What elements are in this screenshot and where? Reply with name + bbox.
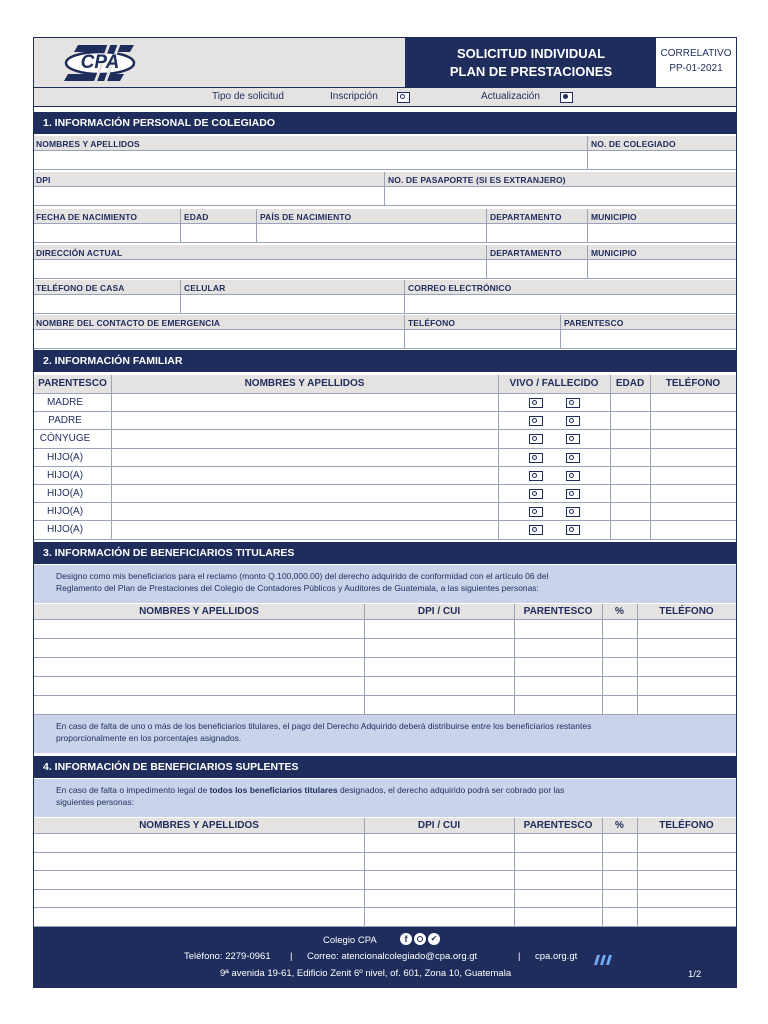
section3-footnote — [34, 715, 736, 753]
footer-org: Colegio CPA — [323, 935, 377, 946]
correlativo-value: PP-01-2021 — [669, 63, 723, 74]
label-bar-telefonos — [34, 280, 736, 295]
facebook-icon[interactable]: f — [400, 933, 412, 945]
titular-row[interactable] — [34, 696, 736, 715]
titular-col-pct: % — [615, 606, 624, 617]
footer-sep-2: | — [518, 951, 521, 962]
section3-note — [34, 565, 736, 603]
section4-note-post: designados, el derecho adquirido podrá ser cobrado por las — [337, 785, 565, 795]
fallecido-radio[interactable] — [566, 398, 580, 408]
family-row-label: HIJO(A) — [46, 488, 84, 499]
vivo-radio[interactable] — [529, 471, 543, 481]
option-inscripcion-radio[interactable] — [397, 92, 410, 103]
twitter-icon[interactable]: ✔ — [428, 933, 440, 945]
fallecido-radio[interactable] — [566, 507, 580, 517]
label-telefono-contacto: TELÉFONO — [408, 318, 456, 328]
titular-col-nombres: NOMBRES Y APELLIDOS — [139, 606, 259, 617]
request-type-label: Tipo de solicitud — [212, 91, 284, 102]
footer-sep-1: | — [290, 951, 293, 962]
section3-footnote-line2: proporcionalmente en los porcentajes asignados. — [56, 733, 242, 743]
family-row — [34, 503, 736, 521]
section3-note-line2: Reglamento del Plan de Prestaciones del Colegio de Contadores Públicos y Auditores de Guatemala, a las siguientes personas: — [56, 583, 539, 593]
fallecido-radio[interactable] — [566, 434, 580, 444]
titular-row[interactable] — [34, 677, 736, 696]
label-bar-dpi — [34, 172, 736, 187]
footer — [34, 927, 736, 987]
title-block — [406, 38, 656, 88]
field-telefonos-row[interactable] — [34, 295, 736, 314]
vivo-radio[interactable] — [529, 416, 543, 426]
family-name-field[interactable] — [112, 503, 497, 520]
label-correo: CORREO ELECTRÓNICO — [408, 283, 512, 293]
field-contacto-row[interactable] — [34, 330, 736, 349]
family-name-field[interactable] — [112, 467, 497, 484]
footer-direccion: 9ª avenida 19-61, Edificio Zenit 6º nivel, of. 601, Zona 10, Guatemala — [220, 968, 512, 979]
titular-col-dpi: DPI / CUI — [417, 606, 461, 617]
section3-note-line1: Designo como mis beneficiarios para el reclamo (monto Q.100,000.00) del derecho adquirido de conformidad con el artículo 06 del — [56, 571, 549, 581]
titular-col-parentesco: PARENTESCO — [523, 606, 593, 617]
family-row — [34, 449, 736, 467]
label-no-colegiado: NO. DE COLEGIADO — [591, 139, 676, 149]
cpa-logo — [64, 43, 136, 83]
title-line-1: SOLICITUD INDIVIDUAL — [456, 46, 606, 61]
titular-table — [34, 604, 736, 716]
titular-row[interactable] — [34, 658, 736, 677]
label-contacto-emergencia: NOMBRE DEL CONTACTO DE EMERGENCIA — [36, 318, 221, 328]
section3-footnote-line1: En caso de falta de uno o más de los beneficiarios titulares, el pago del Derecho Adquirido deberá distribuirse entre los beneficiarios restantes — [56, 721, 592, 731]
vivo-radio[interactable] — [529, 525, 543, 535]
suplente-col-dpi: DPI / CUI — [417, 820, 461, 831]
stripes-icon — [594, 952, 612, 962]
section1-title: 1. INFORMACIÓN PERSONAL DE COLEGIADO — [34, 112, 736, 134]
label-edad: EDAD — [184, 212, 209, 222]
logo-text: CPA — [80, 52, 120, 73]
footer-page: 1/2 — [688, 969, 702, 980]
label-departamento-2: DEPARTAMENTO — [490, 248, 562, 258]
label-celular: CELULAR — [184, 283, 226, 293]
option-actualizacion-radio[interactable] — [560, 92, 573, 103]
logo-area — [34, 38, 406, 88]
family-row — [34, 521, 736, 539]
suplente-row[interactable] — [34, 853, 736, 872]
correlativo-label: CORRELATIVO — [660, 48, 732, 59]
col-parentesco: PARENTESCO — [38, 378, 107, 389]
col-nombres: NOMBRES Y APELLIDOS — [244, 378, 365, 389]
col-edad: EDAD — [615, 378, 645, 389]
family-name-field[interactable] — [112, 430, 497, 447]
label-direccion: DIRECCIÓN ACTUAL — [36, 248, 123, 258]
family-name-field[interactable] — [112, 449, 497, 466]
vivo-radio[interactable] — [529, 507, 543, 517]
section3-title: 3. INFORMACIÓN DE BENEFICIARIOS TITULARES — [34, 542, 736, 564]
label-fecha-nacimiento: FECHA DE NACIMIENTO — [36, 212, 138, 222]
family-row-label: HIJO(A) — [46, 451, 84, 463]
section4-title: 4. INFORMACIÓN DE BENEFICIARIOS SUPLENTES — [34, 756, 736, 778]
family-name-field[interactable] — [112, 412, 497, 429]
request-type-row — [34, 88, 736, 107]
family-name-field[interactable] — [112, 485, 497, 502]
family-row-label: HIJO(A) — [46, 506, 84, 518]
instagram-icon[interactable] — [414, 933, 426, 945]
suplente-row[interactable] — [34, 834, 736, 853]
title-line-2: PLAN DE PRESTACIONES — [449, 64, 613, 79]
field-fecha-row[interactable] — [34, 224, 736, 243]
field-dpi[interactable] — [34, 187, 736, 206]
footer-correo: Correo: atencionalcolegiado@cpa.org.gt — [307, 951, 478, 962]
suplente-row[interactable] — [34, 871, 736, 890]
label-nombres: NOMBRES Y APELLIDOS — [36, 139, 140, 149]
header — [34, 38, 736, 88]
label-municipio: MUNICIPIO — [591, 212, 637, 222]
form-sheet — [33, 37, 737, 988]
label-pais-nacimiento: PAÍS DE NACIMIENTO — [260, 212, 352, 222]
correlativo-box — [656, 38, 736, 88]
family-table — [34, 375, 736, 540]
titular-col-telefono: TELÉFONO — [659, 606, 714, 617]
suplente-col-telefono: TELÉFONO — [659, 820, 714, 831]
section2-title: 2. INFORMACIÓN FAMILIAR — [34, 350, 736, 372]
section4-note-bold: todos los beneficiarios titulares — [209, 785, 338, 795]
fallecido-radio[interactable] — [566, 489, 580, 499]
label-parentesco-contacto: PARENTESCO — [564, 318, 624, 328]
titular-row[interactable] — [34, 639, 736, 658]
vivo-radio[interactable] — [529, 398, 543, 408]
label-municipio-2: MUNICIPIO — [591, 248, 637, 258]
label-departamento: DEPARTAMENTO — [490, 212, 562, 222]
family-name-field[interactable] — [112, 394, 497, 411]
label-dpi: DPI — [36, 175, 51, 185]
fallecido-radio[interactable] — [566, 471, 580, 481]
vivo-radio[interactable] — [529, 453, 543, 463]
label-pasaporte: NO. DE PASAPORTE (SI ES EXTRANJERO) — [388, 175, 566, 185]
family-row-label: CÓNYUGE — [39, 433, 91, 445]
col-vivo-fallecido: VIVO / FALLECIDO — [509, 378, 599, 389]
suplente-col-pct: % — [615, 820, 624, 831]
vivo-radio[interactable] — [529, 434, 543, 444]
label-telefono-casa: TELÉFONO DE CASA — [36, 283, 125, 293]
titular-row[interactable] — [34, 620, 736, 639]
family-row — [34, 412, 736, 430]
family-row-label: PADRE — [48, 415, 82, 427]
family-row-label: MADRE — [46, 397, 84, 408]
field-nombres[interactable] — [34, 151, 736, 170]
fallecido-radio[interactable] — [566, 525, 580, 535]
family-name-field[interactable] — [112, 521, 497, 538]
section4-note-pre: En caso de falta o impedimento legal de — [56, 785, 210, 795]
section4-note-line2: siguientes personas: — [56, 797, 134, 807]
col-telefono: TELÉFONO — [665, 378, 721, 389]
family-row — [34, 467, 736, 485]
family-row — [34, 394, 736, 412]
suplente-table — [34, 818, 736, 927]
fallecido-radio[interactable] — [566, 453, 580, 463]
option-inscripcion-label: Inscripción — [330, 91, 378, 102]
suplente-col-nombres: NOMBRES Y APELLIDOS — [139, 820, 259, 831]
field-direccion-row[interactable] — [34, 260, 736, 279]
section4-note — [34, 779, 736, 817]
family-row — [34, 430, 736, 448]
family-row — [34, 485, 736, 503]
family-row-label: HIJO(A) — [46, 524, 84, 536]
suplente-row[interactable] — [34, 890, 736, 909]
option-actualizacion-label: Actualización — [481, 91, 540, 102]
footer-web[interactable]: cpa.org.gt — [535, 951, 578, 962]
footer-telefono: Teléfono: 2279-0961 — [184, 951, 271, 962]
family-row-label: HIJO(A) — [46, 469, 84, 481]
vivo-radio[interactable] — [529, 489, 543, 499]
fallecido-radio[interactable] — [566, 416, 580, 426]
suplente-row[interactable] — [34, 908, 736, 927]
suplente-col-parentesco: PARENTESCO — [523, 820, 593, 831]
